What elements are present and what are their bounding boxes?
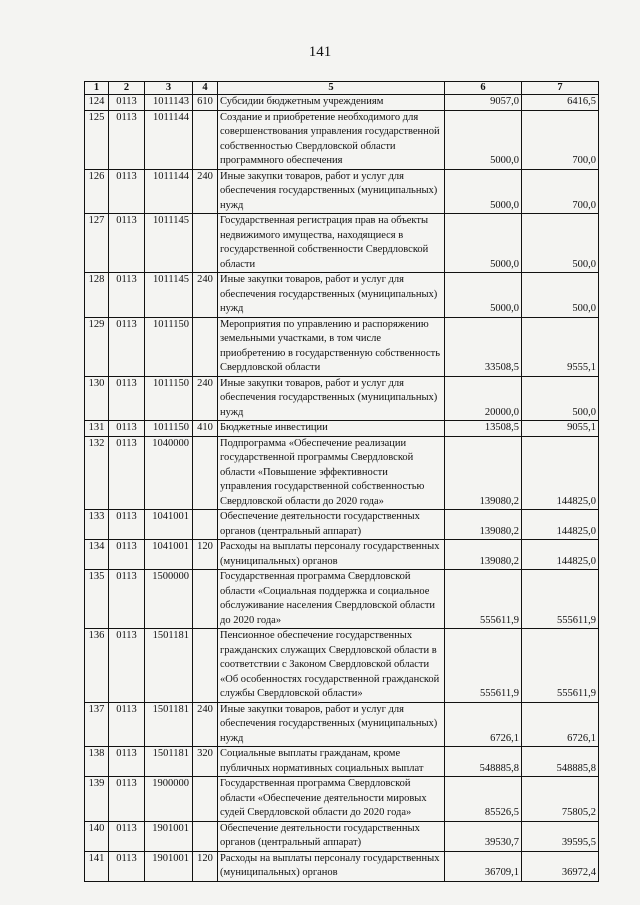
item-name: Государственная программа Свердловской области «Обеспечение деятельности мировых судей Свердловской области до 2020 года» [218, 777, 445, 822]
col-header: 5 [218, 82, 445, 95]
section-code: 0113 [109, 777, 145, 822]
table-row [85, 821, 599, 851]
target-article: 1500000 [145, 570, 193, 629]
section-code: 0113 [109, 747, 145, 777]
amount-year-1: 85526,5 [445, 777, 522, 822]
target-article: 1041001 [145, 510, 193, 540]
table-row [85, 851, 599, 881]
col-header: 6 [445, 82, 522, 95]
row-number: 127 [85, 214, 109, 273]
target-article: 1011150 [145, 421, 193, 437]
amount-year-2: 548885,8 [522, 747, 599, 777]
section-code: 0113 [109, 510, 145, 540]
row-number: 130 [85, 376, 109, 421]
section-code: 0113 [109, 821, 145, 851]
expense-type: 410 [193, 421, 218, 437]
amount-year-2: 500,0 [522, 214, 599, 273]
item-name: Иные закупки товаров, работ и услуг для обеспечения государственных (муниципальных) нужд [218, 273, 445, 318]
item-name: Иные закупки товаров, работ и услуг для обеспечения государственных (муниципальных) нужд [218, 376, 445, 421]
table-row [85, 273, 599, 318]
row-number: 140 [85, 821, 109, 851]
amount-year-2: 700,0 [522, 110, 599, 169]
section-code: 0113 [109, 376, 145, 421]
section-code: 0113 [109, 851, 145, 881]
expense-type [193, 629, 218, 703]
section-code: 0113 [109, 540, 145, 570]
section-code: 0113 [109, 570, 145, 629]
amount-year-1: 13508,5 [445, 421, 522, 437]
row-number: 133 [85, 510, 109, 540]
row-number: 126 [85, 169, 109, 214]
section-code: 0113 [109, 169, 145, 214]
amount-year-2: 9055,1 [522, 421, 599, 437]
col-header: 2 [109, 82, 145, 95]
amount-year-2: 39595,5 [522, 821, 599, 851]
amount-year-2: 555611,9 [522, 629, 599, 703]
table-row [85, 317, 599, 376]
col-header: 7 [522, 82, 599, 95]
expense-type [193, 214, 218, 273]
section-code: 0113 [109, 110, 145, 169]
section-code: 0113 [109, 436, 145, 510]
table-row [85, 629, 599, 703]
target-article: 1900000 [145, 777, 193, 822]
row-number: 129 [85, 317, 109, 376]
item-name: Обеспечение деятельности государственных органов (центральный аппарат) [218, 510, 445, 540]
table-row [85, 421, 599, 437]
table-row [85, 540, 599, 570]
expense-type [193, 436, 218, 510]
section-code: 0113 [109, 317, 145, 376]
target-article: 1011145 [145, 273, 193, 318]
amount-year-1: 6726,1 [445, 702, 522, 747]
amount-year-1: 9057,0 [445, 95, 522, 111]
item-name: Обеспечение деятельности государственных органов (центральный аппарат) [218, 821, 445, 851]
table-row [85, 95, 599, 111]
target-article: 1501181 [145, 747, 193, 777]
expense-type: 120 [193, 540, 218, 570]
amount-year-1: 20000,0 [445, 376, 522, 421]
amount-year-2: 6416,5 [522, 95, 599, 111]
item-name: Субсидии бюджетным учреждениям [218, 95, 445, 111]
row-number: 134 [85, 540, 109, 570]
amount-year-1: 5000,0 [445, 110, 522, 169]
table-row [85, 376, 599, 421]
amount-year-1: 36709,1 [445, 851, 522, 881]
expense-type [193, 570, 218, 629]
target-article: 1041001 [145, 540, 193, 570]
col-header: 4 [193, 82, 218, 95]
amount-year-2: 9555,1 [522, 317, 599, 376]
amount-year-2: 555611,9 [522, 570, 599, 629]
table-row [85, 570, 599, 629]
amount-year-1: 5000,0 [445, 273, 522, 318]
amount-year-1: 548885,8 [445, 747, 522, 777]
amount-year-1: 139080,2 [445, 436, 522, 510]
target-article: 1011143 [145, 95, 193, 111]
row-number: 131 [85, 421, 109, 437]
table-row [85, 436, 599, 510]
amount-year-2: 144825,0 [522, 540, 599, 570]
item-name: Мероприятия по управлению и распоряжению земельными участками, в том числе приобретению в государственную собственность Свердловской области [218, 317, 445, 376]
expense-type: 240 [193, 273, 218, 318]
amount-year-2: 700,0 [522, 169, 599, 214]
target-article: 1901001 [145, 821, 193, 851]
table-row [85, 110, 599, 169]
section-code: 0113 [109, 214, 145, 273]
item-name: Подпрограмма «Обеспечение реализации государственной программы Свердловской области «Повышение эффективности управления государственной собственностью Свердловской области до 2020 года» [218, 436, 445, 510]
target-article: 1901001 [145, 851, 193, 881]
expense-type: 120 [193, 851, 218, 881]
amount-year-1: 33508,5 [445, 317, 522, 376]
item-name: Государственная регистрация прав на объекты недвижимого имущества, находящиеся в государственной собственности Свердловской области [218, 214, 445, 273]
amount-year-1: 39530,7 [445, 821, 522, 851]
target-article: 1040000 [145, 436, 193, 510]
table-row [85, 214, 599, 273]
col-header: 1 [85, 82, 109, 95]
expense-type [193, 510, 218, 540]
section-code: 0113 [109, 95, 145, 111]
row-number: 125 [85, 110, 109, 169]
amount-year-1: 139080,2 [445, 510, 522, 540]
col-header: 3 [145, 82, 193, 95]
amount-year-2: 500,0 [522, 273, 599, 318]
item-name: Иные закупки товаров, работ и услуг для обеспечения государственных (муниципальных) нужд [218, 702, 445, 747]
table-row [85, 777, 599, 822]
table-row [85, 169, 599, 214]
amount-year-2: 6726,1 [522, 702, 599, 747]
row-number: 132 [85, 436, 109, 510]
budget-table [84, 81, 599, 882]
amount-year-1: 555611,9 [445, 570, 522, 629]
expense-type: 240 [193, 376, 218, 421]
row-number: 141 [85, 851, 109, 881]
amount-year-1: 5000,0 [445, 214, 522, 273]
section-code: 0113 [109, 702, 145, 747]
amount-year-2: 144825,0 [522, 436, 599, 510]
row-number: 135 [85, 570, 109, 629]
item-name: Расходы на выплаты персоналу государственных (муниципальных) органов [218, 851, 445, 881]
row-number: 138 [85, 747, 109, 777]
amount-year-2: 36972,4 [522, 851, 599, 881]
expense-type: 240 [193, 169, 218, 214]
row-number: 137 [85, 702, 109, 747]
table-row [85, 747, 599, 777]
page-number: 141 [308, 44, 332, 60]
row-number: 136 [85, 629, 109, 703]
amount-year-1: 139080,2 [445, 540, 522, 570]
item-name: Социальные выплаты гражданам, кроме публичных нормативных социальных выплат [218, 747, 445, 777]
expense-type: 240 [193, 702, 218, 747]
header-row [85, 82, 599, 95]
expense-type [193, 821, 218, 851]
item-name: Бюджетные инвестиции [218, 421, 445, 437]
section-code: 0113 [109, 421, 145, 437]
target-article: 1011145 [145, 214, 193, 273]
item-name: Пенсионное обеспечение государственных гражданских служащих Свердловской области в соответствии с Законом Свердловской области «Об особенностях государственной гражданской службы Свердловской области» [218, 629, 445, 703]
table-row [85, 702, 599, 747]
target-article: 1011150 [145, 376, 193, 421]
amount-year-2: 500,0 [522, 376, 599, 421]
item-name: Государственная программа Свердловской области «Социальная поддержка и социальное обслуживание населения Свердловской области до 2020 года» [218, 570, 445, 629]
expense-type [193, 110, 218, 169]
item-name: Иные закупки товаров, работ и услуг для обеспечения государственных (муниципальных) нужд [218, 169, 445, 214]
amount-year-1: 5000,0 [445, 169, 522, 214]
expense-type [193, 317, 218, 376]
target-article: 1011144 [145, 110, 193, 169]
item-name: Расходы на выплаты персоналу государственных (муниципальных) органов [218, 540, 445, 570]
target-article: 1501181 [145, 629, 193, 703]
item-name: Создание и приобретение необходимого для совершенствования управления государственной собственностью Свердловской области программного обеспечения [218, 110, 445, 169]
amount-year-2: 144825,0 [522, 510, 599, 540]
table-row [85, 510, 599, 540]
amount-year-1: 555611,9 [445, 629, 522, 703]
expense-type: 610 [193, 95, 218, 111]
row-number: 124 [85, 95, 109, 111]
target-article: 1011150 [145, 317, 193, 376]
section-code: 0113 [109, 629, 145, 703]
amount-year-2: 75805,2 [522, 777, 599, 822]
expense-type: 320 [193, 747, 218, 777]
row-number: 128 [85, 273, 109, 318]
section-code: 0113 [109, 273, 145, 318]
row-number: 139 [85, 777, 109, 822]
target-article: 1011144 [145, 169, 193, 214]
expense-type [193, 777, 218, 822]
target-article: 1501181 [145, 702, 193, 747]
